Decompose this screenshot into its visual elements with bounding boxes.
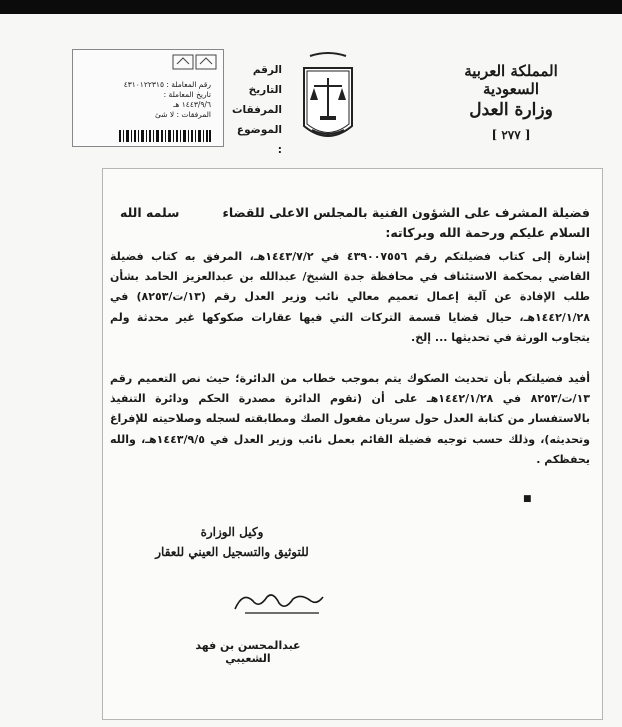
signature-title-line2: للتوثيق والتسجيل العيني للعقار (155, 545, 309, 559)
letter-body (102, 168, 603, 720)
stamp-logos-icon (73, 52, 223, 72)
signature-title-line1: وكيل الوزارة (200, 525, 264, 539)
salutation-right: سلمه الله (120, 205, 180, 220)
stamp-transaction-date: ١٤٤٣/٩/٦ هـ (173, 100, 211, 109)
paragraph-1 (110, 247, 590, 348)
paragraph-1-text: إلى كتاب فضيلتكم رقم ٤٣٩٠٠٧٥٥٦ في ١٤٤٣/٧/٢هـ، المرفق به كتاب فضيلة القاضي بمحكمة الاستئناف في محافظة جدة الشيخ/ عبدالله بن عبدالعزيز الحامد بشأن طلب الإفادة عن آلية إعمال تعميم معالي نائب وزير العدل رقم (١٣/ت/٨٢٥٣) في ١٤٤٢/١/٢٨هـ، حيال قضايا قسمة التركات التي فيها عقارات صكوكها غير محدثة ولم يتجاوب الورثة في تحديثها ... إلخ. (110, 250, 590, 344)
scales-emblem-icon (296, 50, 360, 148)
stamp-transaction-date-label: تاريخ المعاملة : (163, 90, 211, 99)
handwritten-signature-icon (231, 587, 327, 619)
barcode-icon (119, 130, 211, 142)
stamp-transaction-number: رقم المعاملة : ٤٣١٠١٢٢٣١٥ (123, 80, 211, 89)
field-subject: الموضوع : (236, 124, 282, 156)
greeting: السلام عليكم ورحمة الله وبركاته: (385, 225, 590, 240)
ministry-header (436, 62, 586, 142)
field-attachments: المرفقات (231, 104, 282, 116)
field-date: التاريخ (248, 84, 282, 96)
paragraph-2 (110, 369, 590, 470)
addressee-line (120, 205, 590, 220)
registration-stamp (72, 49, 224, 147)
stamp-attachments: المرفقات : لا شئ (154, 110, 211, 119)
paragraph-1-lead: إشارة (558, 250, 591, 263)
letter-sheet (0, 14, 622, 727)
field-number: الرقم (252, 64, 282, 76)
screen-top-bar (0, 0, 622, 14)
end-mark: ■ (523, 494, 532, 504)
signature-title (137, 522, 327, 562)
signer-name: عبدالمحسن بن فهد الشعيبي (195, 639, 301, 665)
paragraph-2-lead: أفيد (568, 372, 590, 385)
paragraph-2-text: فضيلتكم بأن تحديث الصكوك يتم بموجب خطاب من الدائرة؛ حيث نص التعميم رقم ١٣/ت/٨٢٥٣ في ١٤٤٢/١/٢٨هـ على أن (تقوم الدائرة مصدرة الحكم ودائرة التنفيذ بالاستفسار من كتابة العدل حول سريان مفعول الصك ومطابقته لسجله وصلاحيته للإفراغ وتحديثه)، وذلك حسب توجيه فضيلة القائم بعمل نائب وزير العدل في ١٤٤٣/٩/٥هـ، والله يحفظكم . (110, 372, 590, 466)
addressee: فضيلة المشرف على الشؤون الفنية بالمجلس الاعلى للقضاء (222, 205, 590, 220)
ministry-name: وزارة العدل (469, 100, 553, 120)
ministry-country: المملكة العربية السعودية (464, 62, 558, 98)
form-number: [ ٢٧٧ ] (491, 128, 531, 142)
reference-fields (230, 60, 282, 160)
